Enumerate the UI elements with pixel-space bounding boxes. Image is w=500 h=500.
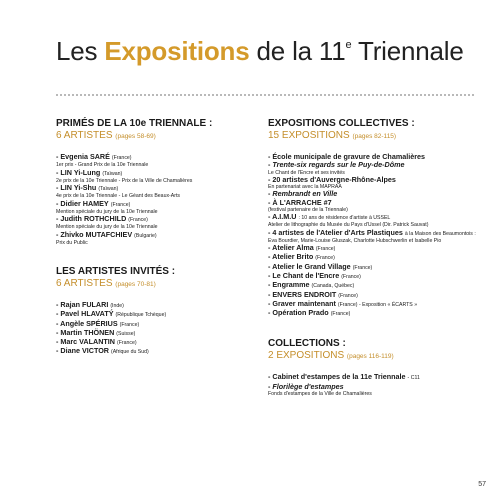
right-column bbox=[268, 118, 488, 417]
entry-detail: à la Maison des Beaumontois : bbox=[404, 230, 476, 237]
entry-name: - 20 artistes d'Auvergne-Rhône-Alpes bbox=[268, 174, 396, 184]
list-item bbox=[56, 215, 271, 231]
entry-subtitle: (festival partenaire de la Triennale) bbox=[268, 206, 348, 213]
entry-name: - bbox=[268, 189, 273, 199]
entry-name: - Pavel HLAVATÝ bbox=[56, 309, 114, 319]
entry-name: - bbox=[268, 381, 273, 391]
entry-detail: : 10 ans de résidence d'artiste à USSEL bbox=[298, 215, 391, 222]
entry-title: Florilège d'estampes bbox=[272, 381, 344, 391]
entry-subtitle: Atelier de lithographie du Musée du Pays d'Ussel (Dir. Patrick Sauvat) bbox=[268, 222, 429, 229]
entry-name: - ENVERS ENDROIT bbox=[268, 289, 337, 299]
entry-detail: (France) bbox=[341, 273, 361, 280]
section-heading: EXPOSITIONS COLLECTIVES : bbox=[268, 118, 415, 129]
section bbox=[56, 266, 271, 357]
section-pages: (pages 58-69) bbox=[115, 133, 156, 140]
entry-name: - Graver maintenant bbox=[268, 298, 336, 308]
entry-detail: (France) bbox=[315, 246, 336, 253]
section bbox=[268, 338, 488, 397]
entry-title: Rembrandt en Ville bbox=[272, 189, 338, 199]
entry-subtitle: Mention spéciale du jury de la 10e Triennale bbox=[56, 208, 158, 215]
entry-subtitle: Le Chant de l'Encre et ses invités bbox=[268, 169, 345, 176]
entry-subtitle: Mention spéciale du jury de la 10e Triennale bbox=[56, 224, 158, 231]
title-mid: de la 11 bbox=[249, 36, 346, 66]
entry-name: - École municipale de gravure de Chamalières bbox=[268, 152, 425, 161]
entry-detail: (France) bbox=[330, 311, 351, 318]
entry-name: - Marc VALANTIN bbox=[56, 337, 115, 347]
list-item bbox=[268, 229, 488, 245]
section-count bbox=[268, 130, 488, 143]
entry-subtitle: 4e prix de la 10e Triennale - Le Géant des Beaux-Arts bbox=[56, 193, 180, 200]
entry-name: - Zhivko MUTAFCHIEV bbox=[56, 229, 133, 239]
entry-detail: (Afrique du Sud) bbox=[110, 349, 149, 356]
entry-detail: (France) bbox=[111, 155, 132, 161]
list-item bbox=[56, 169, 271, 185]
entry-name: - Engramme bbox=[268, 280, 310, 290]
section-pages: (pages 82-115) bbox=[352, 133, 397, 140]
title-sup: e bbox=[345, 39, 352, 51]
entry-detail: (République Tchèque) bbox=[115, 312, 167, 319]
entry-detail: (France) bbox=[110, 201, 131, 208]
entry-name: - Judith ROTHCHILD bbox=[56, 214, 127, 223]
title-post: Triennale bbox=[351, 36, 464, 66]
entry-detail: (France) bbox=[119, 321, 140, 328]
entry-detail: (France) bbox=[352, 264, 373, 271]
entry-detail: (Canada, Québec) bbox=[311, 283, 355, 290]
entry-detail: (Taïwan) bbox=[102, 170, 123, 177]
entry-name: - bbox=[268, 160, 273, 170]
section-count-label: 2 EXPOSITIONS bbox=[268, 350, 345, 362]
list-item bbox=[268, 383, 488, 398]
entry-name: - Evgenia SARÉ bbox=[56, 152, 110, 161]
entry-subtitle: 2e prix de la 10e Triennale - Prix de la Ville de Chamalières bbox=[56, 177, 193, 184]
entry-detail: (Bulgarie) bbox=[134, 232, 157, 239]
entry-name: - Cabinet d'estampes de la 11e Triennale bbox=[268, 372, 406, 382]
list-item bbox=[268, 176, 488, 191]
entry-name: - LIN Yi-Shu bbox=[56, 183, 97, 192]
section-count bbox=[56, 130, 271, 143]
entry-name: - Rajan FULARI bbox=[56, 300, 109, 309]
entry-name: - Diane VICTOR bbox=[56, 346, 109, 356]
section-count bbox=[268, 350, 488, 363]
entry-detail: (Suisse) bbox=[116, 330, 136, 337]
entry-detail: (Inde) bbox=[110, 303, 124, 309]
entry-name: - Atelier Brito bbox=[268, 252, 314, 262]
entry-detail: (France) bbox=[315, 255, 335, 262]
entry-subtitle: Prix du Public bbox=[56, 239, 88, 246]
entry-detail: (France) bbox=[116, 340, 137, 347]
entry-title: Trente-six regards sur le Puy-de-Dôme bbox=[272, 160, 405, 170]
list-item bbox=[268, 161, 488, 176]
section-pages: (pages 116-119) bbox=[346, 353, 394, 361]
page-title bbox=[56, 36, 496, 67]
section bbox=[268, 118, 488, 318]
entry-detail: (Taïwan) bbox=[98, 186, 119, 192]
list-item bbox=[268, 199, 488, 214]
title-accent: Expositions bbox=[104, 36, 250, 66]
section-heading: LES ARTISTES INVITÉS : bbox=[56, 266, 176, 277]
entry-name: - LIN Yi-Lung bbox=[56, 167, 101, 177]
list-item bbox=[268, 213, 488, 229]
section bbox=[56, 118, 271, 246]
section-heading: COLLECTIONS : bbox=[268, 338, 346, 350]
left-column bbox=[56, 118, 271, 377]
entry-name: - A.I.M.U bbox=[268, 212, 297, 222]
dotted-divider bbox=[56, 94, 474, 96]
entry-detail: - C11 bbox=[407, 375, 420, 382]
entry-name: - À L'ARRACHE #7 bbox=[268, 197, 332, 207]
entry-name: - Angèle SPÉRIUS bbox=[56, 318, 118, 328]
entry-name: - Atelier Alma bbox=[268, 243, 314, 253]
list-item bbox=[56, 231, 271, 247]
entry-detail: (France) bbox=[128, 217, 148, 223]
section-count-label: 15 EXPOSITIONS bbox=[268, 130, 350, 141]
entry-subtitle: En partenariat avec la MAPRAA bbox=[268, 184, 342, 191]
page-number: 57 bbox=[478, 481, 486, 488]
list-item bbox=[56, 347, 271, 356]
entry-subtitle: 1er prix - Grand Prix de la 10e Triennale bbox=[56, 162, 149, 169]
entry-name: - Opération Prado bbox=[268, 308, 329, 318]
entry-subtitle: Fonds d'estampes de la Ville de Chamalières bbox=[268, 391, 372, 398]
entry-name: - Le Chant de l'Encre bbox=[268, 270, 340, 280]
entry-name: - Martin THÖNEN bbox=[56, 327, 115, 337]
list-item bbox=[56, 200, 271, 216]
section-count-label: 6 ARTISTES bbox=[56, 130, 113, 141]
entry-subtitle: Eva Bourdier, Marie-Louise Gluszak, Charlotte Hubschwerlin et Isabelle Pio bbox=[268, 237, 442, 244]
list-item bbox=[56, 153, 271, 169]
list-item bbox=[268, 309, 488, 318]
entry-detail: (France) bbox=[338, 292, 358, 299]
entry-name: - Atelier le Grand Village bbox=[268, 261, 351, 271]
entry-name: - 4 artistes de l'Atelier d'Arts Plastiques bbox=[268, 227, 403, 237]
list-item bbox=[56, 184, 271, 200]
section-count-label: 6 ARTISTES bbox=[56, 278, 113, 289]
section-pages: (pages 70-81) bbox=[115, 281, 156, 288]
section-count bbox=[56, 278, 271, 291]
entry-detail: (France) - Exposition « ÉCARTS » bbox=[337, 301, 418, 308]
section-heading: PRIMÉS DE LA 10e TRIENNALE : bbox=[56, 118, 213, 129]
entry-name: - Didier HAMEY bbox=[56, 198, 109, 208]
title-pre: Les bbox=[56, 36, 105, 66]
